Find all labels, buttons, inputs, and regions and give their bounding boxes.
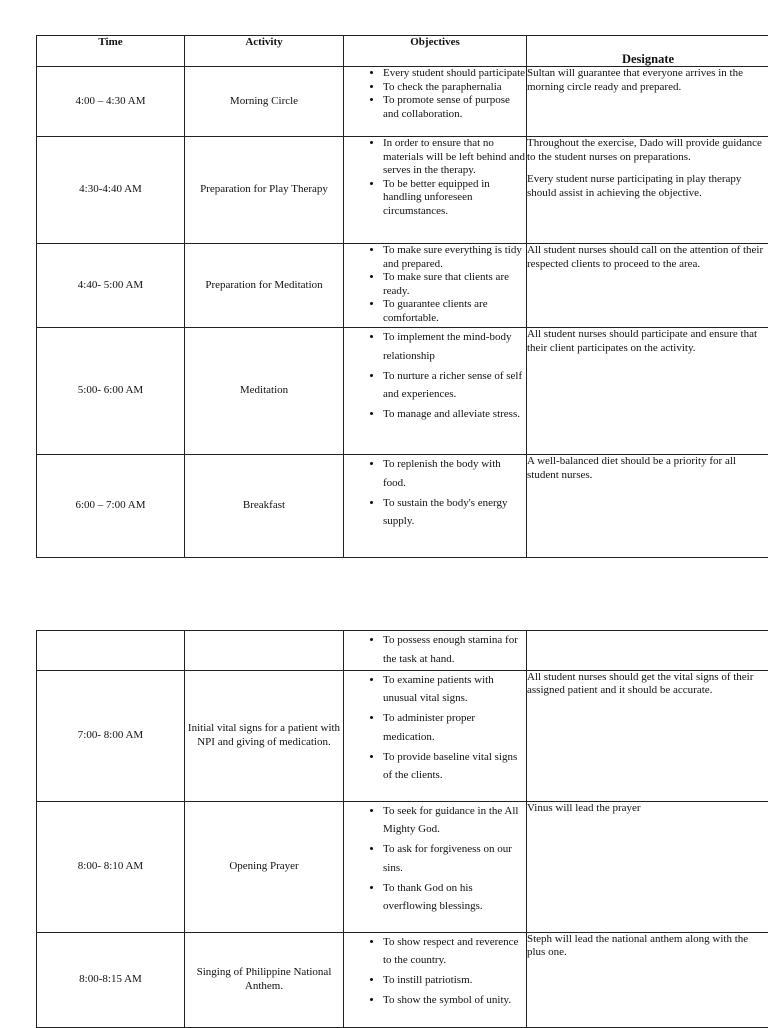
time-cell: 8:00- 8:10 AM	[37, 801, 185, 932]
designate-text: A well-balanced diet should be a priority for all student nurses.	[527, 455, 768, 482]
schedule-row	[37, 455, 768, 558]
schedule-row	[37, 244, 768, 328]
time-cell	[37, 631, 185, 671]
activity-cell: Preparation for Meditation	[185, 244, 344, 328]
schedule-row	[37, 670, 768, 801]
objectives-list	[344, 802, 526, 916]
designate-text: All student nurses should call on the attention of their respected clients to proceed to the area.	[527, 244, 768, 271]
objectives-cell	[344, 328, 527, 455]
objectives-list	[344, 137, 526, 218]
activity-cell	[185, 631, 344, 671]
objectives-list	[344, 244, 526, 325]
time-cell: 4:40- 5:00 AM	[37, 244, 185, 328]
header-row	[37, 36, 768, 67]
objective-item: • Every student should participate	[383, 67, 526, 81]
objective-item: • To thank God on his overflowing blessings.	[383, 879, 526, 916]
header-time: Time	[37, 36, 185, 67]
designate-text: All student nurses should participate and ensure that their client participates on the activity.	[527, 328, 768, 355]
designate-text: Steph will lead the national anthem along with the plus one.	[527, 933, 768, 960]
activity-cell: Morning Circle	[185, 67, 344, 137]
objective-item: • To implement the mind-body relationship	[383, 328, 526, 365]
time-cell: 4:30-4:40 AM	[37, 137, 185, 244]
designate-cell	[527, 801, 768, 932]
designate-cell	[527, 631, 768, 671]
designate-text: Sultan will guarantee that everyone arrives in the morning circle ready and prepared.	[527, 67, 768, 94]
designate-cell	[527, 244, 768, 328]
objective-item: • To make sure everything is tidy and prepared.	[383, 244, 526, 271]
objective-item: • To promote sense of purpose and collaboration.	[383, 94, 526, 121]
objective-item: • In order to ensure that no materials will be left behind and serves in the therapy.	[383, 137, 526, 178]
schedule-row	[37, 932, 768, 1027]
time-cell: 5:00- 6:00 AM	[37, 328, 185, 455]
designate-text: All student nurses should get the vital signs of their assigned patient and it should be accurate.	[527, 671, 768, 698]
schedule-row	[37, 801, 768, 932]
objectives-list	[344, 631, 526, 668]
objective-item: • To check the paraphernalia	[383, 81, 526, 95]
designate-text: Throughout the exercise, Dado will provide guidance to the student nurses on preparations.	[527, 137, 768, 164]
designate-text: Vinus will lead the prayer	[527, 802, 768, 816]
designate-text: Every student nurse participating in play therapy should assist in achieving the objective.	[527, 173, 768, 200]
activity-cell: Preparation for Play Therapy	[185, 137, 344, 244]
objective-item: • To replenish the body with food.	[383, 455, 526, 492]
schedule-row	[37, 328, 768, 455]
schedule-row	[37, 631, 768, 671]
objective-item: • To provide baseline vital signs of the clients.	[383, 748, 526, 785]
time-cell: 6:00 – 7:00 AM	[37, 455, 185, 558]
schedule-row	[37, 67, 768, 137]
objectives-list	[344, 671, 526, 785]
objective-item: • To sustain the body's energy supply.	[383, 494, 526, 531]
schedule-row	[37, 137, 768, 244]
objective-item: • To possess enough stamina for the task at hand.	[383, 631, 526, 668]
activity-cell: Initial vital signs for a patient with NPI and giving of medication.	[185, 670, 344, 801]
header-activity: Activity	[185, 36, 344, 67]
objective-item: • To manage and alleviate stress.	[383, 405, 526, 424]
objective-item: • To nurture a richer sense of self and experiences.	[383, 367, 526, 404]
designate-cell	[527, 932, 768, 1027]
schedule-table-1	[36, 35, 768, 558]
objective-item: • To be better equipped in handling unforeseen circumstances.	[383, 178, 526, 219]
objective-item: • To make sure that clients are ready.	[383, 271, 526, 298]
objectives-cell	[344, 455, 527, 558]
objective-item: • To guarantee clients are comfortable.	[383, 298, 526, 325]
objective-item: • To instill patriotism.	[383, 971, 526, 990]
designate-cell	[527, 670, 768, 801]
time-cell: 8:00-8:15 AM	[37, 932, 185, 1027]
designate-cell	[527, 67, 768, 137]
objective-item: • To seek for guidance in the All Mighty God.	[383, 802, 526, 839]
objectives-cell	[344, 670, 527, 801]
objective-item: • To show respect and reverence to the country.	[383, 933, 526, 970]
objective-item: • To ask for forgiveness on our sins.	[383, 840, 526, 877]
objectives-list	[344, 455, 526, 531]
designate-cell	[527, 328, 768, 455]
activity-cell: Opening Prayer	[185, 801, 344, 932]
objectives-list	[344, 328, 526, 424]
schedule-table-2	[36, 630, 768, 1028]
schedule-body-1	[37, 67, 768, 558]
objective-item: • To examine patients with unusual vital signs.	[383, 671, 526, 708]
objectives-cell	[344, 244, 527, 328]
activity-cell: Meditation	[185, 328, 344, 455]
activity-cell: Breakfast	[185, 455, 344, 558]
header-designate: Designate	[527, 36, 768, 67]
objectives-list	[344, 67, 526, 121]
activity-cell: Singing of Philippine National Anthem.	[185, 932, 344, 1027]
objectives-list	[344, 933, 526, 1010]
objectives-cell	[344, 932, 527, 1027]
objective-item: • To administer proper medication.	[383, 709, 526, 746]
objectives-cell	[344, 137, 527, 244]
designate-cell	[527, 137, 768, 244]
schedule-body-2	[37, 631, 768, 1028]
designate-cell	[527, 455, 768, 558]
objectives-cell	[344, 631, 527, 671]
objective-item: • To show the symbol of unity.	[383, 991, 526, 1010]
time-cell: 7:00- 8:00 AM	[37, 670, 185, 801]
time-cell: 4:00 – 4:30 AM	[37, 67, 185, 137]
objectives-cell	[344, 801, 527, 932]
objectives-cell	[344, 67, 527, 137]
header-objectives: Objectives	[344, 36, 527, 67]
